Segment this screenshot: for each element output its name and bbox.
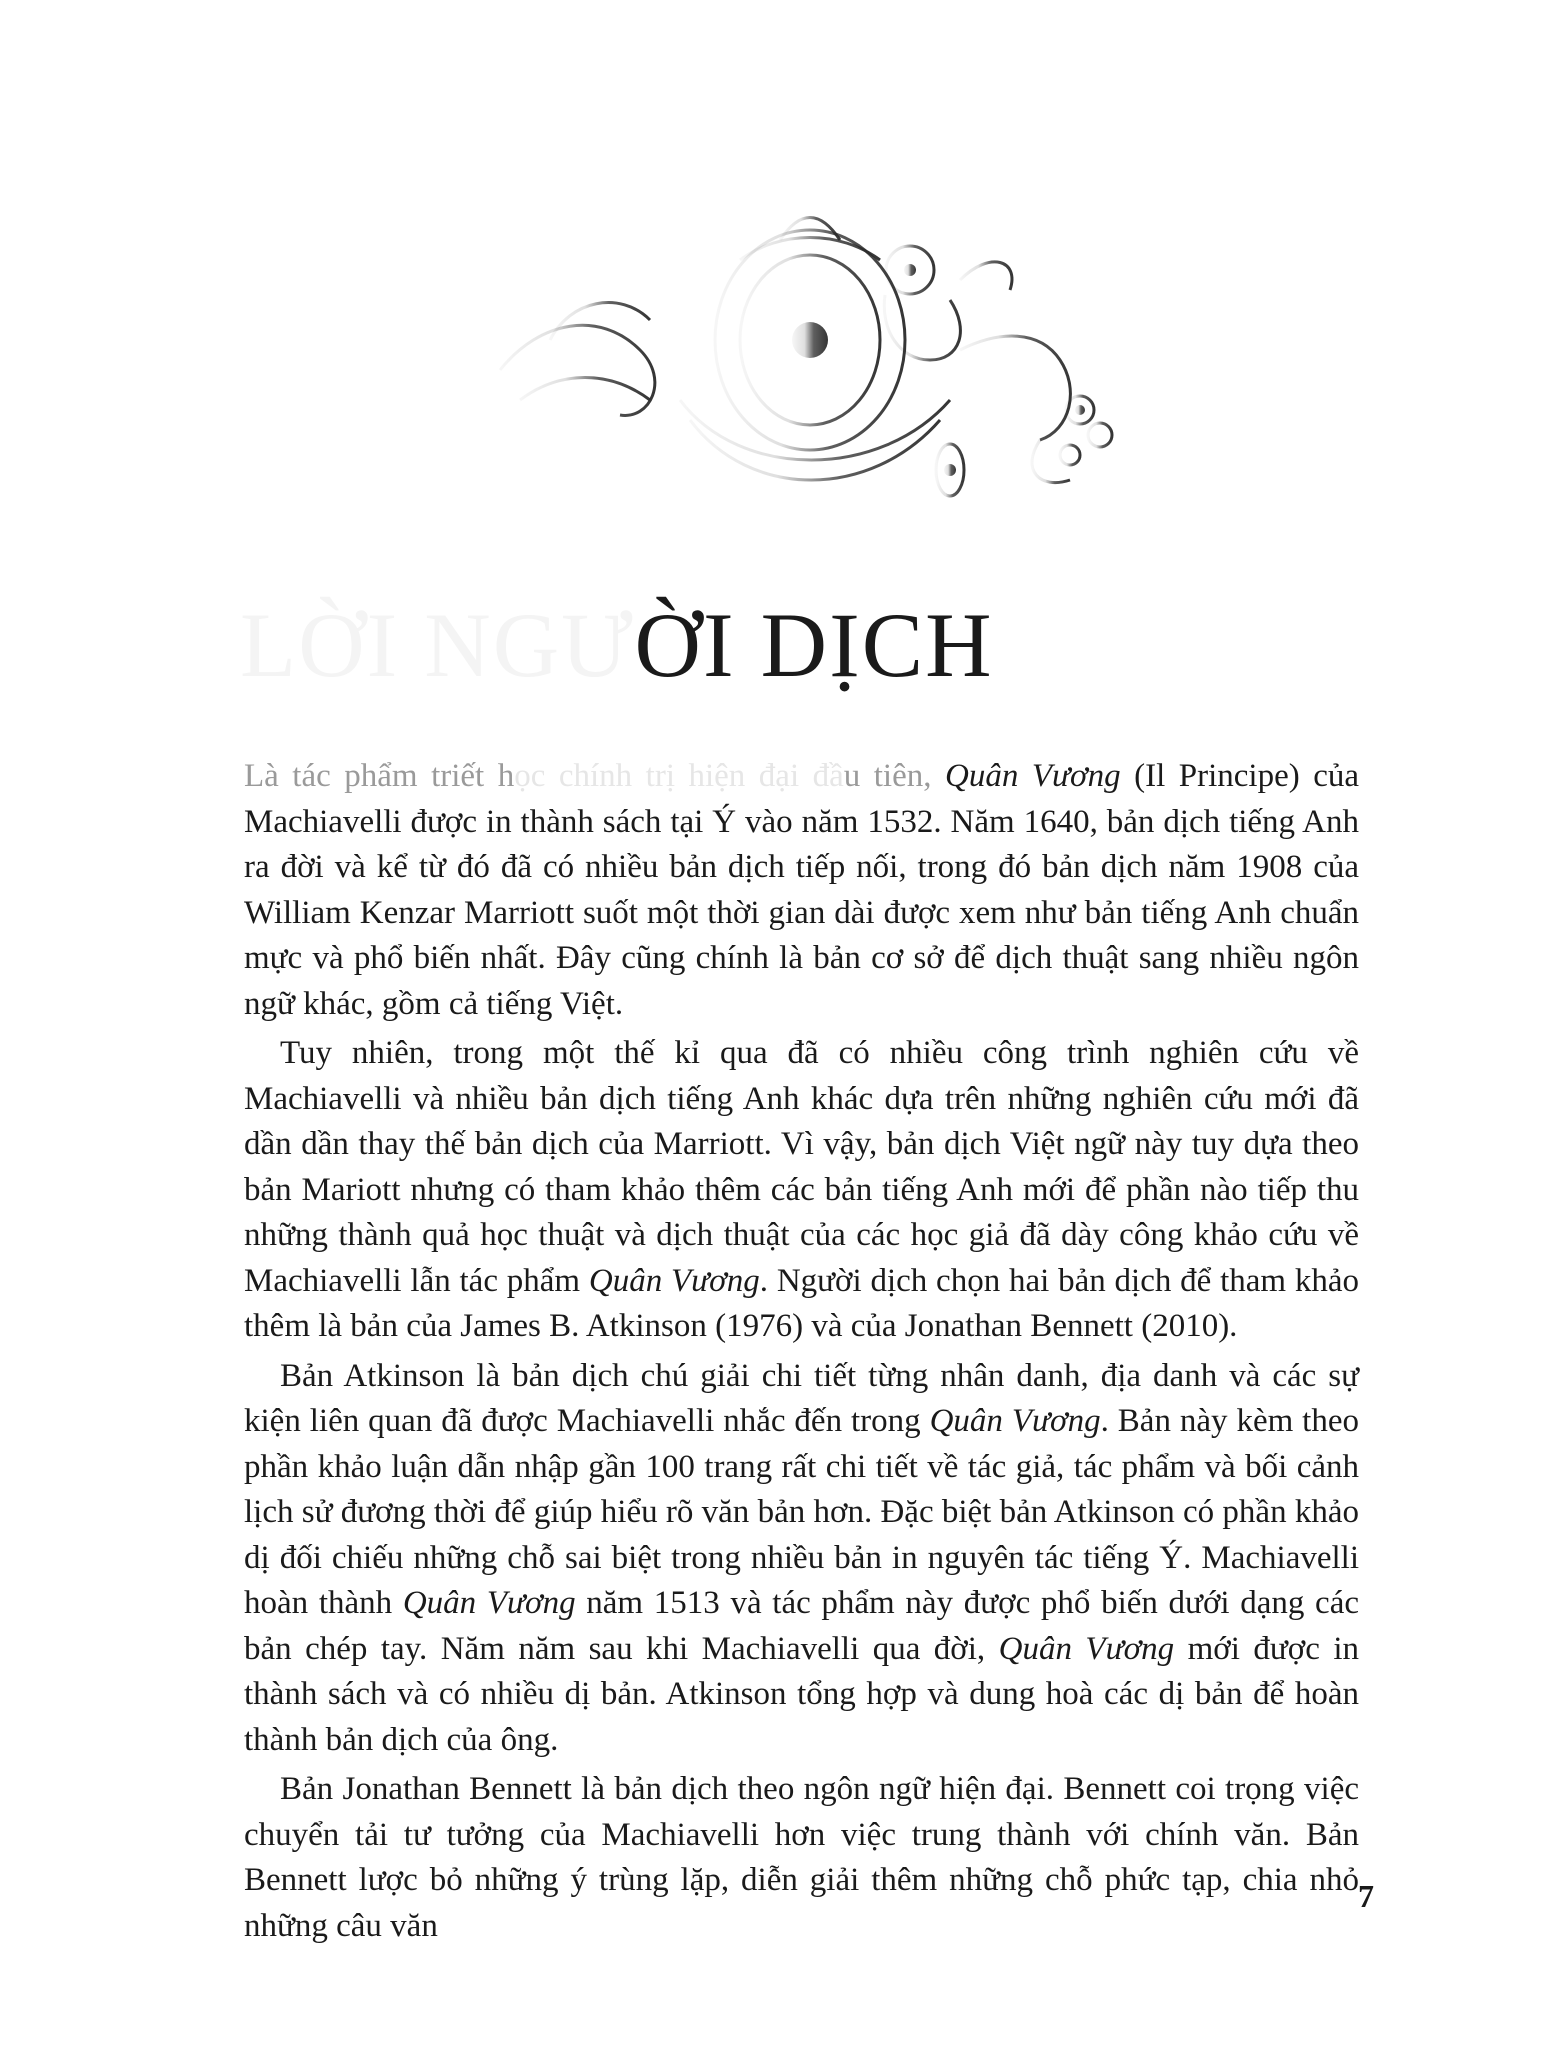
page-number: 7 bbox=[1358, 1878, 1374, 1914]
text-run: Là tác phẩm triết h bbox=[244, 758, 515, 794]
text-run: Bản Atkinson là bản dịch chú giải chi tiết từng nhân danh, địa danh và các sự kiện liên quan đã được Machiavelli nhắc đến trong bbox=[244, 1357, 1359, 1439]
text-run: . Bản này kèm theo phần khảo luận dẫn nhập gần 100 trang rất chi tiết về tác giả, tác phẩm và bối cảnh lịch sử đương thời để giúp hiểu rõ văn bản hơn. Đặc biệt bản Atkinson có phần khảo dị đối chiếu những chỗ sai biệt trong nhiều bản in nguyên tác tiếng Ý. Machiavelli hoàn thành bbox=[244, 1403, 1360, 1621]
text-run: năm 1513 và tác phẩm này được phổ biến dưới dạng các bản chép tay. Năm năm sau khi Machiavelli qua đời, bbox=[244, 1585, 1360, 1667]
book-title: Quân Vương bbox=[402, 1585, 576, 1621]
body-text bbox=[244, 754, 1359, 1953]
chapter-title bbox=[240, 590, 1170, 700]
text-run: Bản Jonathan Bennett là bản dịch theo ngôn ngữ hiện đại. Bennett coi trọng việc chuyển tải tư tưởng của Machiavelli hơn việc trung thành với chính văn. Bản Bennett lược bỏ những ý trùng lặp, diễn giải thêm những chỗ phức tạp, chia nhỏ những câu văn bbox=[244, 1771, 1359, 1944]
baroque-cherub-ornament-icon bbox=[480, 200, 1120, 540]
text-run: Tuy nhiên, trong một thế kỉ qua đã có nhiều công trình nghiên cứu về Machiavelli và nhiều bản dịch tiếng Anh khác dựa trên những nghiên cứu mới đã dần dần thay thế bản dịch của Marriott. Vì vậy, bản dịch Việt ngữ này tuy dựa theo bản Mariott nhưng có tham khảo thêm các bản tiếng Anh mới để phần nào tiếp thu những thành quả học thuật và dịch thuật của các học giả đã dày công khảo cứu về Machiavelli lẫn tác phẩm bbox=[244, 1035, 1359, 1299]
book-title: Quân Vương bbox=[945, 758, 1121, 794]
text-run: . Người dịch chọn hai bản dịch để tham khảo thêm là bản của James B. Atkinson (1976) và của Jonathan Bennett (2010). bbox=[244, 1262, 1360, 1344]
paragraph-2 bbox=[244, 1031, 1359, 1350]
decorative-ornament bbox=[480, 200, 1120, 540]
chapter-title-visible: ỜI DỊCH bbox=[634, 594, 994, 696]
book-title: Quân Vương bbox=[588, 1262, 760, 1299]
text-run: ọc chính trị hiện đại đầ bbox=[514, 758, 844, 794]
book-title: Quân Vương bbox=[998, 1630, 1175, 1667]
paragraph-4 bbox=[244, 1767, 1359, 1949]
text-run: mới được in thành sách và có nhiều dị bản. Atkinson tổng hợp và dung hoà các dị bản để hoàn thành bản dịch của ông. bbox=[244, 1630, 1359, 1758]
text-run: (Il Principe) của Machiavelli được in thành sách tại Ý vào năm 1532. Năm 1640, bản dịch tiếng Anh ra đời và kể từ đó đã có nhiều bản dịch tiếp nối, trong đó bản dịch năm 1908 của William Kenzar Marriott suốt một thời gian dài được xem như bản tiếng Anh chuẩn mực và phổ biến nhất. Đây cũng chính là bản cơ sở để dịch thuật sang nhiều ngôn ngữ khác, gồm cả tiếng Việt. bbox=[244, 758, 1360, 1022]
chapter-title-faded: LỜI NGƯ bbox=[240, 594, 635, 696]
paragraph-1 bbox=[244, 754, 1359, 1027]
paragraph-3 bbox=[244, 1354, 1359, 1764]
text-run: u tiên, bbox=[843, 758, 945, 794]
book-title: Quân Vương bbox=[929, 1403, 1101, 1439]
